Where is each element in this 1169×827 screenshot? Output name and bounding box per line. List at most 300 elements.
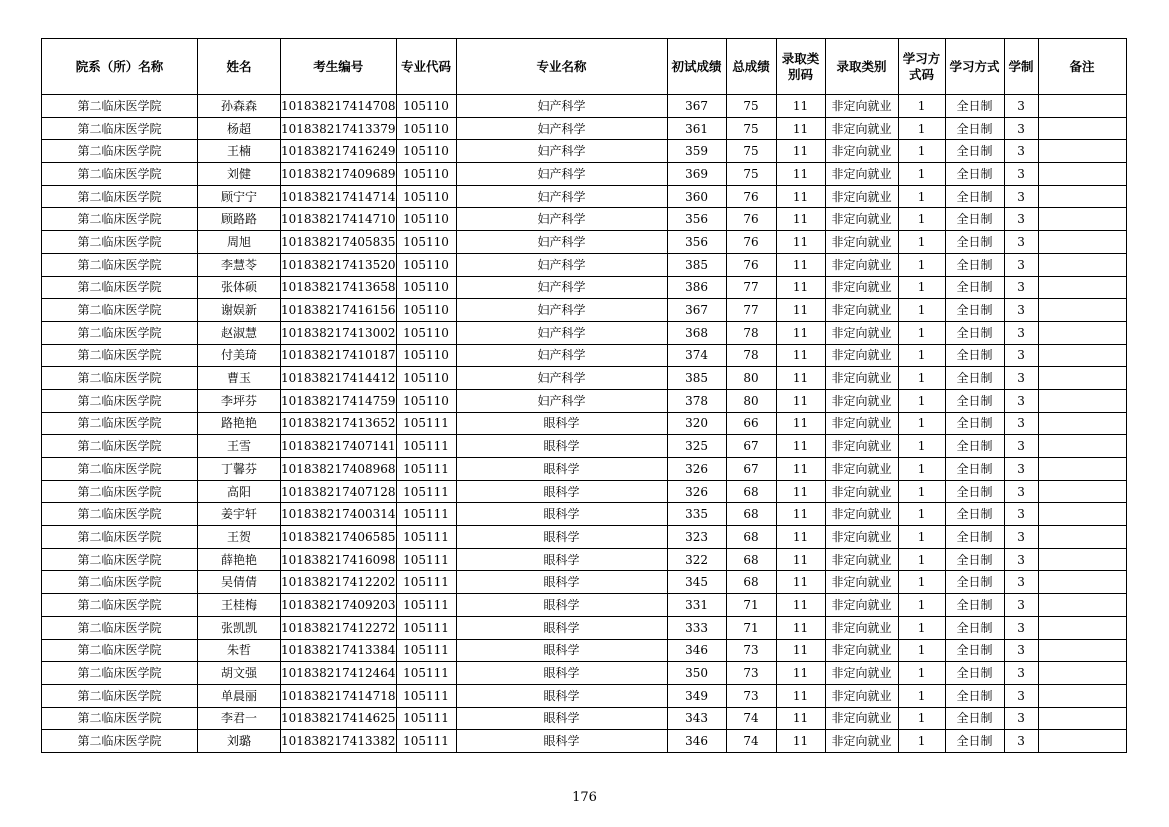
- header-row: [42, 39, 1127, 95]
- table-row: [42, 367, 1127, 390]
- cell-candidate-id: 101838217409203: [281, 594, 397, 617]
- table-row: [42, 299, 1127, 322]
- cell-duration: 3: [1004, 730, 1038, 753]
- table-row: [42, 458, 1127, 481]
- cell-study-mode-code: 1: [898, 662, 945, 685]
- cell-major-name: 妇产科学: [456, 117, 667, 140]
- header-study-mode-code: 学习方式码: [898, 39, 945, 95]
- cell-initial-score: 322: [667, 548, 726, 571]
- cell-name: 丁馨芬: [198, 458, 281, 481]
- cell-study-mode: 全日制: [945, 321, 1004, 344]
- cell-total-score: 75: [726, 140, 776, 163]
- cell-initial-score: 345: [667, 571, 726, 594]
- cell-admission-type-code: 11: [776, 616, 825, 639]
- cell-admission-type-code: 11: [776, 231, 825, 254]
- cell-duration: 3: [1004, 321, 1038, 344]
- cell-major-code: 105110: [396, 231, 456, 254]
- header-candidate-id: 考生编号: [281, 39, 397, 95]
- cell-admission-type: 非定向就业: [825, 639, 898, 662]
- cell-major-name: 眼科学: [456, 480, 667, 503]
- cell-admission-type: 非定向就业: [825, 117, 898, 140]
- cell-department: 第二临床医学院: [42, 117, 198, 140]
- cell-admission-type-code: 11: [776, 208, 825, 231]
- cell-total-score: 73: [726, 684, 776, 707]
- header-study-mode: 学习方式: [945, 39, 1004, 95]
- cell-total-score: 80: [726, 389, 776, 412]
- cell-candidate-id: 101838217413520: [281, 253, 397, 276]
- cell-study-mode: 全日制: [945, 299, 1004, 322]
- cell-study-mode-code: 1: [898, 639, 945, 662]
- cell-department: 第二临床医学院: [42, 231, 198, 254]
- cell-study-mode: 全日制: [945, 503, 1004, 526]
- cell-major-code: 105110: [396, 163, 456, 186]
- cell-total-score: 68: [726, 480, 776, 503]
- cell-name: 付美琦: [198, 344, 281, 367]
- cell-name: 路艳艳: [198, 412, 281, 435]
- table-row: [42, 276, 1127, 299]
- cell-duration: 3: [1004, 208, 1038, 231]
- page-number: 176: [572, 790, 597, 805]
- cell-admission-type: 非定向就业: [825, 480, 898, 503]
- cell-major-code: 105110: [396, 299, 456, 322]
- cell-remarks: [1038, 344, 1126, 367]
- cell-initial-score: 349: [667, 684, 726, 707]
- cell-admission-type: 非定向就业: [825, 594, 898, 617]
- cell-department: 第二临床医学院: [42, 140, 198, 163]
- cell-major-name: 妇产科学: [456, 140, 667, 163]
- cell-major-code: 105110: [396, 117, 456, 140]
- cell-study-mode-code: 1: [898, 616, 945, 639]
- cell-name: 刘璐: [198, 730, 281, 753]
- cell-duration: 3: [1004, 526, 1038, 549]
- cell-initial-score: 367: [667, 95, 726, 118]
- cell-initial-score: 331: [667, 594, 726, 617]
- cell-name: 单晨丽: [198, 684, 281, 707]
- cell-duration: 3: [1004, 548, 1038, 571]
- cell-remarks: [1038, 117, 1126, 140]
- cell-study-mode: 全日制: [945, 707, 1004, 730]
- cell-study-mode-code: 1: [898, 95, 945, 118]
- cell-name: 王贺: [198, 526, 281, 549]
- cell-candidate-id: 101838217413382: [281, 730, 397, 753]
- cell-duration: 3: [1004, 367, 1038, 390]
- cell-admission-type: 非定向就业: [825, 299, 898, 322]
- cell-major-name: 眼科学: [456, 548, 667, 571]
- cell-study-mode: 全日制: [945, 730, 1004, 753]
- table-row: [42, 117, 1127, 140]
- cell-study-mode: 全日制: [945, 662, 1004, 685]
- cell-total-score: 76: [726, 231, 776, 254]
- cell-total-score: 78: [726, 321, 776, 344]
- cell-admission-type-code: 11: [776, 639, 825, 662]
- cell-candidate-id: 101838217408968: [281, 458, 397, 481]
- cell-major-code: 105111: [396, 662, 456, 685]
- cell-name: 王雪: [198, 435, 281, 458]
- cell-major-name: 妇产科学: [456, 367, 667, 390]
- cell-department: 第二临床医学院: [42, 435, 198, 458]
- cell-initial-score: 361: [667, 117, 726, 140]
- cell-admission-type: 非定向就业: [825, 344, 898, 367]
- cell-candidate-id: 101838217414718: [281, 684, 397, 707]
- cell-candidate-id: 101838217409689: [281, 163, 397, 186]
- cell-department: 第二临床医学院: [42, 571, 198, 594]
- header-name: 姓名: [198, 39, 281, 95]
- cell-study-mode-code: 1: [898, 344, 945, 367]
- cell-department: 第二临床医学院: [42, 526, 198, 549]
- cell-duration: 3: [1004, 571, 1038, 594]
- cell-name: 张凯凯: [198, 616, 281, 639]
- table-row: [42, 662, 1127, 685]
- cell-initial-score: 369: [667, 163, 726, 186]
- cell-major-name: 妇产科学: [456, 253, 667, 276]
- cell-study-mode-code: 1: [898, 571, 945, 594]
- cell-department: 第二临床医学院: [42, 344, 198, 367]
- cell-remarks: [1038, 435, 1126, 458]
- cell-major-name: 妇产科学: [456, 185, 667, 208]
- cell-remarks: [1038, 684, 1126, 707]
- cell-remarks: [1038, 639, 1126, 662]
- cell-duration: 3: [1004, 594, 1038, 617]
- cell-department: 第二临床医学院: [42, 707, 198, 730]
- cell-candidate-id: 101838217414412: [281, 367, 397, 390]
- cell-major-code: 105111: [396, 616, 456, 639]
- cell-admission-type-code: 11: [776, 163, 825, 186]
- cell-remarks: [1038, 321, 1126, 344]
- cell-major-name: 眼科学: [456, 639, 667, 662]
- table-row: [42, 730, 1127, 753]
- cell-total-score: 68: [726, 526, 776, 549]
- header-remarks: 备注: [1038, 39, 1126, 95]
- cell-department: 第二临床医学院: [42, 730, 198, 753]
- cell-candidate-id: 101838217407128: [281, 480, 397, 503]
- cell-remarks: [1038, 480, 1126, 503]
- cell-admission-type: 非定向就业: [825, 684, 898, 707]
- cell-duration: 3: [1004, 480, 1038, 503]
- cell-study-mode-code: 1: [898, 548, 945, 571]
- cell-initial-score: 320: [667, 412, 726, 435]
- cell-study-mode: 全日制: [945, 140, 1004, 163]
- cell-candidate-id: 101838217414710: [281, 208, 397, 231]
- cell-department: 第二临床医学院: [42, 412, 198, 435]
- cell-duration: 3: [1004, 684, 1038, 707]
- cell-initial-score: 385: [667, 367, 726, 390]
- cell-major-code: 105110: [396, 367, 456, 390]
- cell-study-mode: 全日制: [945, 208, 1004, 231]
- cell-initial-score: 378: [667, 389, 726, 412]
- cell-department: 第二临床医学院: [42, 503, 198, 526]
- cell-department: 第二临床医学院: [42, 662, 198, 685]
- cell-candidate-id: 101838217416156: [281, 299, 397, 322]
- cell-study-mode-code: 1: [898, 185, 945, 208]
- table-row: [42, 412, 1127, 435]
- cell-remarks: [1038, 548, 1126, 571]
- cell-admission-type: 非定向就业: [825, 435, 898, 458]
- table-row: [42, 389, 1127, 412]
- cell-name: 谢娱新: [198, 299, 281, 322]
- cell-candidate-id: 101838217405835: [281, 231, 397, 254]
- table-row: [42, 95, 1127, 118]
- cell-admission-type: 非定向就业: [825, 321, 898, 344]
- cell-study-mode: 全日制: [945, 458, 1004, 481]
- cell-admission-type-code: 11: [776, 571, 825, 594]
- table-row: [42, 616, 1127, 639]
- cell-total-score: 73: [726, 639, 776, 662]
- cell-major-code: 105111: [396, 594, 456, 617]
- cell-duration: 3: [1004, 185, 1038, 208]
- cell-total-score: 80: [726, 367, 776, 390]
- cell-admission-type: 非定向就业: [825, 548, 898, 571]
- header-department: 院系（所）名称: [42, 39, 198, 95]
- cell-study-mode: 全日制: [945, 480, 1004, 503]
- table-row: [42, 185, 1127, 208]
- cell-admission-type-code: 11: [776, 594, 825, 617]
- cell-candidate-id: 101838217400314: [281, 503, 397, 526]
- cell-admission-type: 非定向就业: [825, 163, 898, 186]
- cell-name: 李慧苓: [198, 253, 281, 276]
- cell-study-mode-code: 1: [898, 458, 945, 481]
- cell-study-mode-code: 1: [898, 412, 945, 435]
- cell-study-mode: 全日制: [945, 616, 1004, 639]
- cell-name: 李坪芬: [198, 389, 281, 412]
- cell-major-code: 105110: [396, 344, 456, 367]
- cell-study-mode-code: 1: [898, 276, 945, 299]
- cell-name: 薛艳艳: [198, 548, 281, 571]
- cell-candidate-id: 101838217407141: [281, 435, 397, 458]
- cell-name: 朱哲: [198, 639, 281, 662]
- cell-initial-score: 335: [667, 503, 726, 526]
- cell-total-score: 68: [726, 571, 776, 594]
- cell-study-mode: 全日制: [945, 684, 1004, 707]
- cell-initial-score: 346: [667, 730, 726, 753]
- cell-study-mode: 全日制: [945, 367, 1004, 390]
- cell-name: 王桂梅: [198, 594, 281, 617]
- cell-initial-score: 346: [667, 639, 726, 662]
- cell-duration: 3: [1004, 163, 1038, 186]
- cell-total-score: 68: [726, 548, 776, 571]
- cell-name: 杨超: [198, 117, 281, 140]
- cell-major-name: 妇产科学: [456, 299, 667, 322]
- cell-total-score: 66: [726, 412, 776, 435]
- cell-major-name: 眼科学: [456, 684, 667, 707]
- cell-name: 吴倩倩: [198, 571, 281, 594]
- cell-remarks: [1038, 458, 1126, 481]
- table-row: [42, 594, 1127, 617]
- table-row: [42, 140, 1127, 163]
- cell-name: 高阳: [198, 480, 281, 503]
- header-major-code: 专业代码: [396, 39, 456, 95]
- cell-remarks: [1038, 95, 1126, 118]
- cell-study-mode: 全日制: [945, 594, 1004, 617]
- cell-name: 孙森森: [198, 95, 281, 118]
- cell-initial-score: 326: [667, 480, 726, 503]
- cell-study-mode-code: 1: [898, 594, 945, 617]
- cell-duration: 3: [1004, 117, 1038, 140]
- cell-study-mode-code: 1: [898, 117, 945, 140]
- cell-major-name: 妇产科学: [456, 95, 667, 118]
- cell-major-name: 妇产科学: [456, 389, 667, 412]
- cell-total-score: 75: [726, 117, 776, 140]
- cell-total-score: 68: [726, 503, 776, 526]
- cell-duration: 3: [1004, 299, 1038, 322]
- cell-candidate-id: 101838217413379: [281, 117, 397, 140]
- cell-duration: 3: [1004, 662, 1038, 685]
- cell-duration: 3: [1004, 140, 1038, 163]
- cell-duration: 3: [1004, 389, 1038, 412]
- cell-admission-type-code: 11: [776, 95, 825, 118]
- cell-major-name: 眼科学: [456, 503, 667, 526]
- cell-initial-score: 343: [667, 707, 726, 730]
- cell-initial-score: 360: [667, 185, 726, 208]
- cell-major-code: 105111: [396, 730, 456, 753]
- cell-initial-score: 385: [667, 253, 726, 276]
- table-row: [42, 253, 1127, 276]
- table-row: [42, 321, 1127, 344]
- cell-remarks: [1038, 616, 1126, 639]
- header-initial-score: 初试成绩: [667, 39, 726, 95]
- cell-admission-type-code: 11: [776, 526, 825, 549]
- cell-study-mode-code: 1: [898, 140, 945, 163]
- cell-major-name: 妇产科学: [456, 231, 667, 254]
- cell-duration: 3: [1004, 458, 1038, 481]
- cell-admission-type-code: 11: [776, 117, 825, 140]
- cell-candidate-id: 101838217413002: [281, 321, 397, 344]
- cell-study-mode-code: 1: [898, 208, 945, 231]
- cell-admission-type-code: 11: [776, 435, 825, 458]
- cell-major-name: 眼科学: [456, 616, 667, 639]
- cell-duration: 3: [1004, 253, 1038, 276]
- cell-major-code: 105110: [396, 95, 456, 118]
- cell-study-mode: 全日制: [945, 526, 1004, 549]
- cell-major-code: 105111: [396, 412, 456, 435]
- admission-table: [41, 38, 1127, 753]
- cell-study-mode-code: 1: [898, 163, 945, 186]
- cell-admission-type: 非定向就业: [825, 571, 898, 594]
- cell-remarks: [1038, 276, 1126, 299]
- cell-major-name: 眼科学: [456, 412, 667, 435]
- cell-duration: 3: [1004, 412, 1038, 435]
- cell-duration: 3: [1004, 616, 1038, 639]
- cell-name: 周旭: [198, 231, 281, 254]
- cell-study-mode: 全日制: [945, 185, 1004, 208]
- cell-study-mode: 全日制: [945, 163, 1004, 186]
- cell-major-name: 眼科学: [456, 435, 667, 458]
- cell-department: 第二临床医学院: [42, 684, 198, 707]
- cell-study-mode: 全日制: [945, 639, 1004, 662]
- header-duration: 学制: [1004, 39, 1038, 95]
- cell-department: 第二临床医学院: [42, 208, 198, 231]
- cell-major-code: 105111: [396, 503, 456, 526]
- cell-remarks: [1038, 503, 1126, 526]
- cell-study-mode: 全日制: [945, 253, 1004, 276]
- cell-major-name: 眼科学: [456, 662, 667, 685]
- cell-initial-score: 356: [667, 231, 726, 254]
- cell-department: 第二临床医学院: [42, 367, 198, 390]
- cell-major-code: 105110: [396, 276, 456, 299]
- cell-duration: 3: [1004, 95, 1038, 118]
- cell-total-score: 67: [726, 435, 776, 458]
- cell-study-mode: 全日制: [945, 548, 1004, 571]
- cell-total-score: 71: [726, 594, 776, 617]
- cell-major-code: 105110: [396, 140, 456, 163]
- cell-major-name: 眼科学: [456, 707, 667, 730]
- cell-admission-type-code: 11: [776, 185, 825, 208]
- cell-department: 第二临床医学院: [42, 253, 198, 276]
- cell-duration: 3: [1004, 276, 1038, 299]
- cell-duration: 3: [1004, 435, 1038, 458]
- cell-study-mode: 全日制: [945, 435, 1004, 458]
- table-row: [42, 503, 1127, 526]
- table-row: [42, 231, 1127, 254]
- cell-major-name: 眼科学: [456, 730, 667, 753]
- cell-department: 第二临床医学院: [42, 163, 198, 186]
- cell-department: 第二临床医学院: [42, 321, 198, 344]
- cell-study-mode-code: 1: [898, 684, 945, 707]
- cell-candidate-id: 101838217412272: [281, 616, 397, 639]
- cell-department: 第二临床医学院: [42, 594, 198, 617]
- cell-candidate-id: 101838217412202: [281, 571, 397, 594]
- cell-admission-type-code: 11: [776, 344, 825, 367]
- cell-candidate-id: 101838217413384: [281, 639, 397, 662]
- cell-major-code: 105111: [396, 707, 456, 730]
- cell-admission-type-code: 11: [776, 548, 825, 571]
- cell-candidate-id: 101838217414708: [281, 95, 397, 118]
- table-row: [42, 344, 1127, 367]
- table-row: [42, 548, 1127, 571]
- cell-initial-score: 374: [667, 344, 726, 367]
- cell-study-mode: 全日制: [945, 95, 1004, 118]
- cell-remarks: [1038, 730, 1126, 753]
- cell-major-name: 眼科学: [456, 571, 667, 594]
- cell-duration: 3: [1004, 707, 1038, 730]
- cell-admission-type: 非定向就业: [825, 662, 898, 685]
- cell-major-code: 105111: [396, 639, 456, 662]
- cell-admission-type-code: 11: [776, 276, 825, 299]
- cell-admission-type: 非定向就业: [825, 95, 898, 118]
- cell-major-code: 105111: [396, 684, 456, 707]
- cell-admission-type: 非定向就业: [825, 389, 898, 412]
- cell-name: 李君一: [198, 707, 281, 730]
- cell-initial-score: 350: [667, 662, 726, 685]
- cell-initial-score: 359: [667, 140, 726, 163]
- cell-major-name: 妇产科学: [456, 344, 667, 367]
- cell-initial-score: 386: [667, 276, 726, 299]
- cell-study-mode: 全日制: [945, 412, 1004, 435]
- cell-remarks: [1038, 571, 1126, 594]
- table-body: [42, 95, 1127, 753]
- cell-study-mode: 全日制: [945, 276, 1004, 299]
- cell-duration: 3: [1004, 639, 1038, 662]
- header-admission-type-code: 录取类别码: [776, 39, 825, 95]
- cell-study-mode-code: 1: [898, 389, 945, 412]
- cell-study-mode: 全日制: [945, 344, 1004, 367]
- cell-name: 胡文强: [198, 662, 281, 685]
- cell-major-code: 105111: [396, 526, 456, 549]
- cell-major-code: 105111: [396, 435, 456, 458]
- cell-candidate-id: 101838217416098: [281, 548, 397, 571]
- cell-admission-type-code: 11: [776, 707, 825, 730]
- cell-admission-type-code: 11: [776, 253, 825, 276]
- header-total-score: 总成绩: [726, 39, 776, 95]
- cell-duration: 3: [1004, 503, 1038, 526]
- cell-department: 第二临床医学院: [42, 299, 198, 322]
- cell-major-code: 105110: [396, 321, 456, 344]
- cell-study-mode: 全日制: [945, 389, 1004, 412]
- cell-major-code: 105111: [396, 548, 456, 571]
- cell-study-mode-code: 1: [898, 730, 945, 753]
- cell-remarks: [1038, 185, 1126, 208]
- cell-major-name: 眼科学: [456, 594, 667, 617]
- cell-name: 王楠: [198, 140, 281, 163]
